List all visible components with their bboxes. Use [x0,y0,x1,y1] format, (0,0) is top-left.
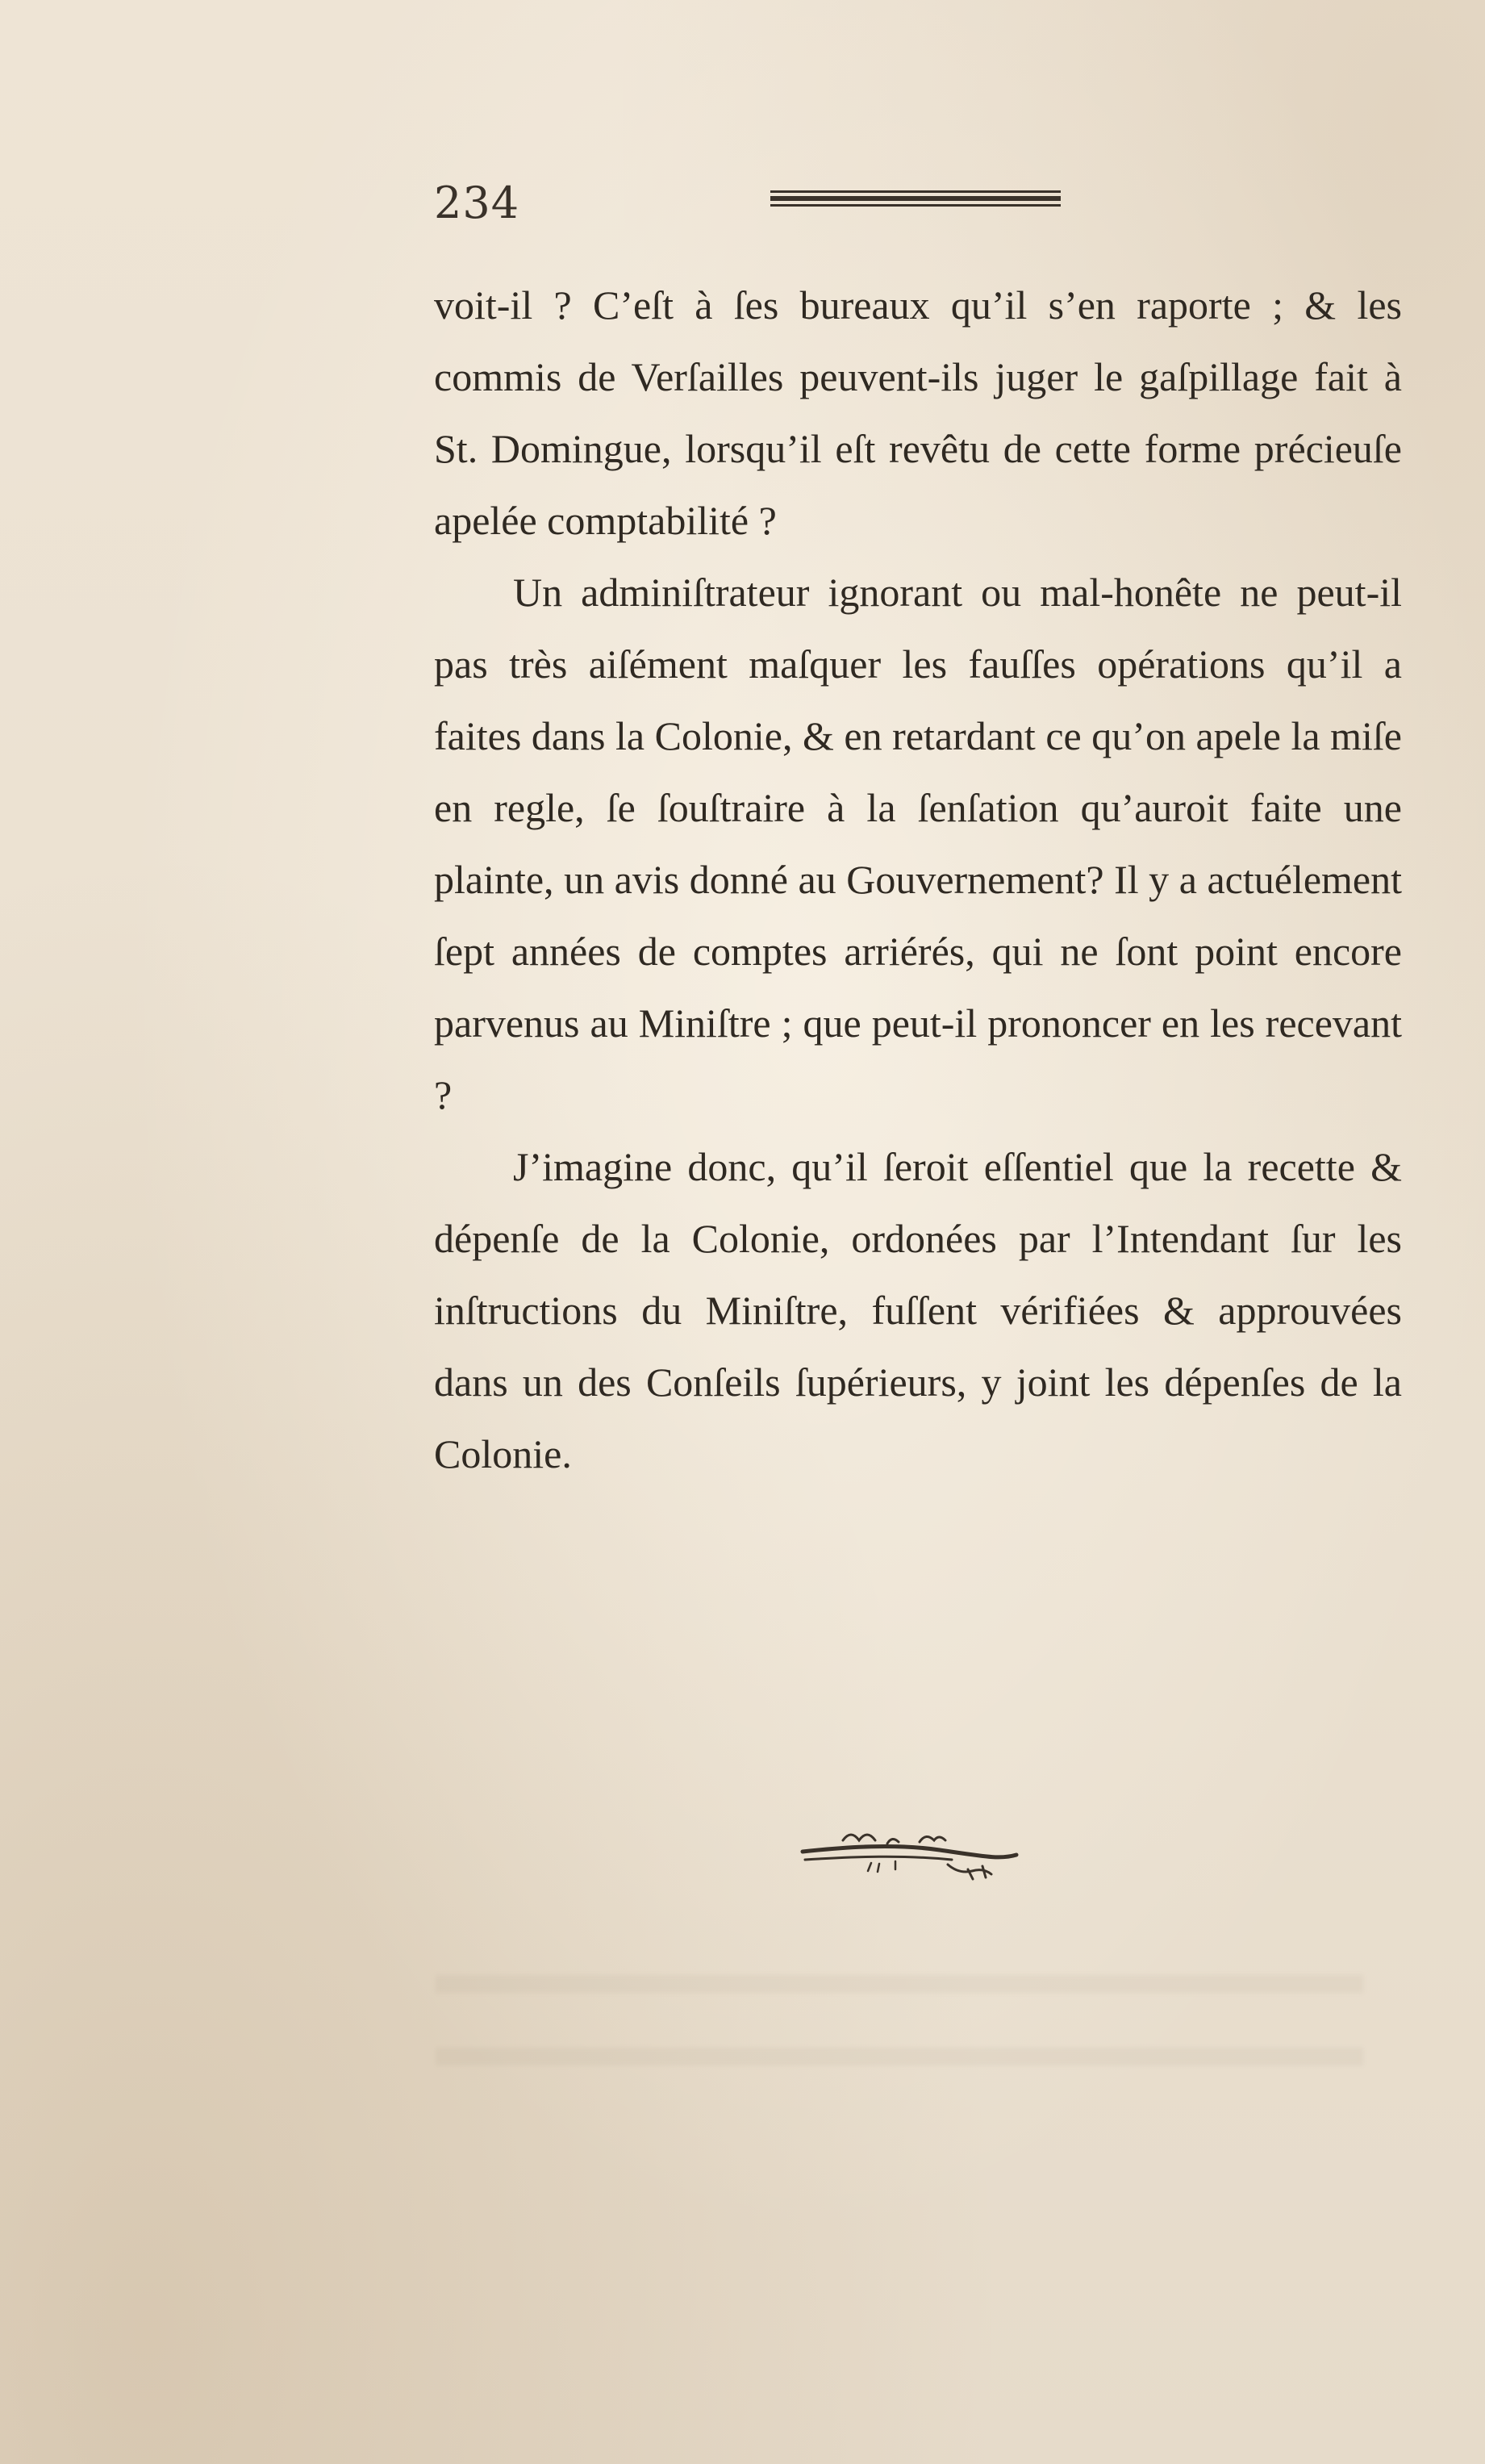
paragraph-continuation: voit-il ? C’eſt à ſes bureaux qu’il s’en raporte ; & les commis de Verſailles peuvent-ils juger le gaſpillage fait à St. Domingue, lorsqu’il eſt revêtu de cette forme précieuſe apelée comptabilité ? [434,282,1402,543]
paragraph-administrateur: Un adminiſtrateur ignorant ou mal-honête ne peut-il pas très aiſément maſquer les fauſſes opérations qu’il a faites dans la Colonie, & en retardant ce qu’on apele la miſe en regle, ſe ſouſtraire à la ſenſation qu’auroit faite une plainte, un avis donné au Gouvernement? Il y a actuélement ſept années de comptes arriérés, qui ne ſont point encore parvenus au Miniſtre ; que peut-il prononcer en les recevant ? [434,570,1402,1117]
fleuron-ornament-icon [799,1819,1020,1884]
ink-show-through [436,1920,1363,2065]
header-rule-line-middle [770,196,1061,201]
paragraph-imagine: J’imagine donc, qu’il ſeroit eſſentiel que la recette & dépenſe de la Colonie, ordonées par l’Intendant ſur les inſtructions du Miniſtre, fuſſent vérifiées & approuvées dans un des Conſeils ſupérieurs, y joint les dépenſes de la Colonie. [434,1144,1402,1476]
header-rule [770,190,1061,208]
body-text [434,269,1402,1490]
header-rule-line-bottom [770,204,1061,207]
page-number: 234 [434,177,520,228]
header-rule-line-top [770,190,1061,193]
